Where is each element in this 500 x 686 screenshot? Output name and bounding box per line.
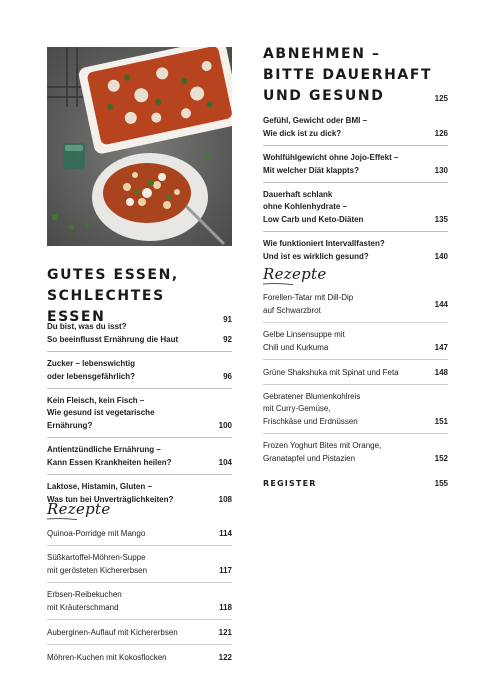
recipe-title: Granatapfel und Pistazien [263,453,356,463]
recipe-title: mit gerösteten Kichererbsen [47,565,148,575]
section-title-line: SCHLECHTES ESSEN [47,288,165,325]
section-right [263,44,448,107]
toc-entry[interactable] [263,151,448,177]
toc-entry[interactable] [263,237,448,263]
toc-entry-title: ohne Kohlenhydrate – [263,202,348,211]
toc-entry-title: Wie dick ist zu dick? [263,128,342,138]
register-entry[interactable] [263,474,448,488]
toc-entry-title: Antientzündliche Ernährung – [47,445,161,454]
toc-entry[interactable] [47,443,232,469]
toc-entry-title: Kann Essen Krankheiten heilen? [47,457,172,467]
recipe-page-number: 122 [218,653,232,662]
underline-stroke [47,518,77,520]
divider [263,359,448,360]
toc-entry-title: Gefühl, Gewicht oder BMI – [263,116,368,125]
toc-page-number: 140 [434,252,448,261]
recipes-heading-left [47,500,232,519]
toc-entry-title: Du bist, was du isst? [47,322,127,331]
recipe-list-right [263,291,448,465]
divider [47,474,232,475]
section-page-number: 125 [434,94,448,103]
recipe-entry[interactable] [263,328,448,354]
divider [263,231,448,232]
recipe-page-number: 151 [434,417,448,426]
section-title-line: BITTE DAUERHAFT [263,67,433,83]
toc-list-right [263,114,448,263]
toc-page-number: 108 [218,495,232,504]
divider [47,644,232,645]
recipe-page-number: 114 [219,529,232,538]
divider [47,582,232,583]
recipe-entry[interactable] [263,390,448,428]
recipe-title: Erbsen-Reibekuchen [47,590,122,599]
toc-entry-title: So beeinflusst Ernährung die Haut [47,334,179,344]
divider [263,145,448,146]
divider [47,437,232,438]
recipe-page-number: 144 [434,300,448,309]
recipe-title: Grüne Shakshuka mit Spinat und Feta [263,367,399,377]
toc-entry-title: Low Carb und Keto-Diäten [263,214,364,224]
recipe-title: mit Curry-Gemüse, [263,404,331,413]
recipe-title: auf Schwarzbrot [263,305,321,315]
recipe-page-number: 117 [219,566,232,575]
divider [47,351,232,352]
toc-list-left [47,318,232,506]
recipes-label [263,265,327,283]
recipe-list-left [47,526,232,664]
divider [263,433,448,434]
recipe-entry[interactable] [263,439,448,465]
recipe-title: mit Kräuterschmand [47,602,119,612]
recipe-entry[interactable] [47,588,232,614]
recipe-entry[interactable] [47,650,232,664]
recipe-title: Gelbe Linsensuppe mit [263,330,345,339]
recipe-page-number: 147 [434,343,448,352]
toc-entry-title: Wie gesund ist vegetarische [47,408,155,417]
recipe-entry[interactable] [47,625,232,639]
toc-page-number: 135 [434,215,448,224]
recipes-heading-right [263,265,448,284]
food-photo [47,47,232,246]
register-label: REGISTER [263,479,317,488]
recipes-label-text: Rezepte [263,265,327,283]
recipe-entry[interactable] [47,551,232,577]
toc-entry[interactable] [263,114,448,140]
toc-entry-title: Mit welcher Diät klappts? [263,165,360,175]
recipe-title: Möhren-Kuchen mit Kokosflocken [47,652,167,662]
recipe-title: Forellen-Tatar mit Dill-Dip [263,293,354,302]
recipe-title: Quinoa-Porridge mit Mango [47,528,146,538]
toc-entry[interactable] [47,318,232,346]
recipe-entry[interactable] [47,526,232,540]
toc-page-number: 130 [434,166,448,175]
recipes-label-text: Rezepte [47,500,111,518]
recipe-title: Gebratener Blumenkohlreis [263,391,361,401]
toc-entry-title: Dauerhaft schlank [263,189,333,199]
recipes-label [47,500,111,518]
toc-page-number: 92 [223,335,232,344]
section-title-line: GUTES ESSEN, [47,267,179,283]
section-page-number: 91 [223,315,232,324]
toc-entry[interactable] [47,357,232,383]
recipe-page-number: 148 [434,368,448,377]
toc-entry-title: Wohlfühlgewicht ohne Jojo-Effekt – [263,153,399,162]
toc-entry-title: Und ist es wirklich gesund? [263,251,369,261]
divider [47,388,232,389]
recipe-entry[interactable] [263,291,448,317]
section-title-line: UND GESUND [263,88,385,104]
recipe-page-number: 118 [219,603,232,612]
recipe-page-number: 152 [434,454,448,463]
recipe-title: Süßkartoffel-Möhren-Suppe [47,553,146,562]
toc-entry[interactable] [47,394,232,432]
register-page-number: 155 [434,479,448,488]
section-title-line: ABNEHMEN – [263,46,381,62]
recipe-entry[interactable] [263,365,448,379]
toc-entry-title: Kein Fleisch, kein Fisch – [47,395,145,405]
toc-entry-title: oder lebensgefährlich? [47,371,136,381]
divider [263,182,448,183]
divider [47,619,232,620]
underline-stroke [263,283,293,285]
divider [47,545,232,546]
toc-entry-title: Ernährung? [47,420,93,430]
toc-page-number: 100 [218,421,232,430]
toc-entry-title: Zucker – lebenswichtig [47,359,136,368]
divider [263,322,448,323]
divider [263,384,448,385]
toc-page-number: 96 [223,372,232,381]
toc-entry-title: Laktose, Histamin, Gluten – [47,482,152,491]
recipe-title: Auberginen-Auflauf mit Kichererbsen [47,627,178,637]
recipe-title: Frozen Yoghurt Bites mit Orange, [263,441,382,450]
toc-entry[interactable] [263,188,448,226]
toc-entry-title: Was tun bei Unverträglichkeiten? [47,494,174,504]
toc-page-number: 104 [218,458,232,467]
recipe-title: Frischkäse und Erdnüssen [263,416,358,426]
recipe-page-number: 121 [218,628,232,637]
toc-page-number: 126 [434,129,448,138]
toc-entry-title: Wie funktioniert Intervallfasten? [263,239,385,248]
recipe-title: Chili und Kurkuma [263,342,329,352]
